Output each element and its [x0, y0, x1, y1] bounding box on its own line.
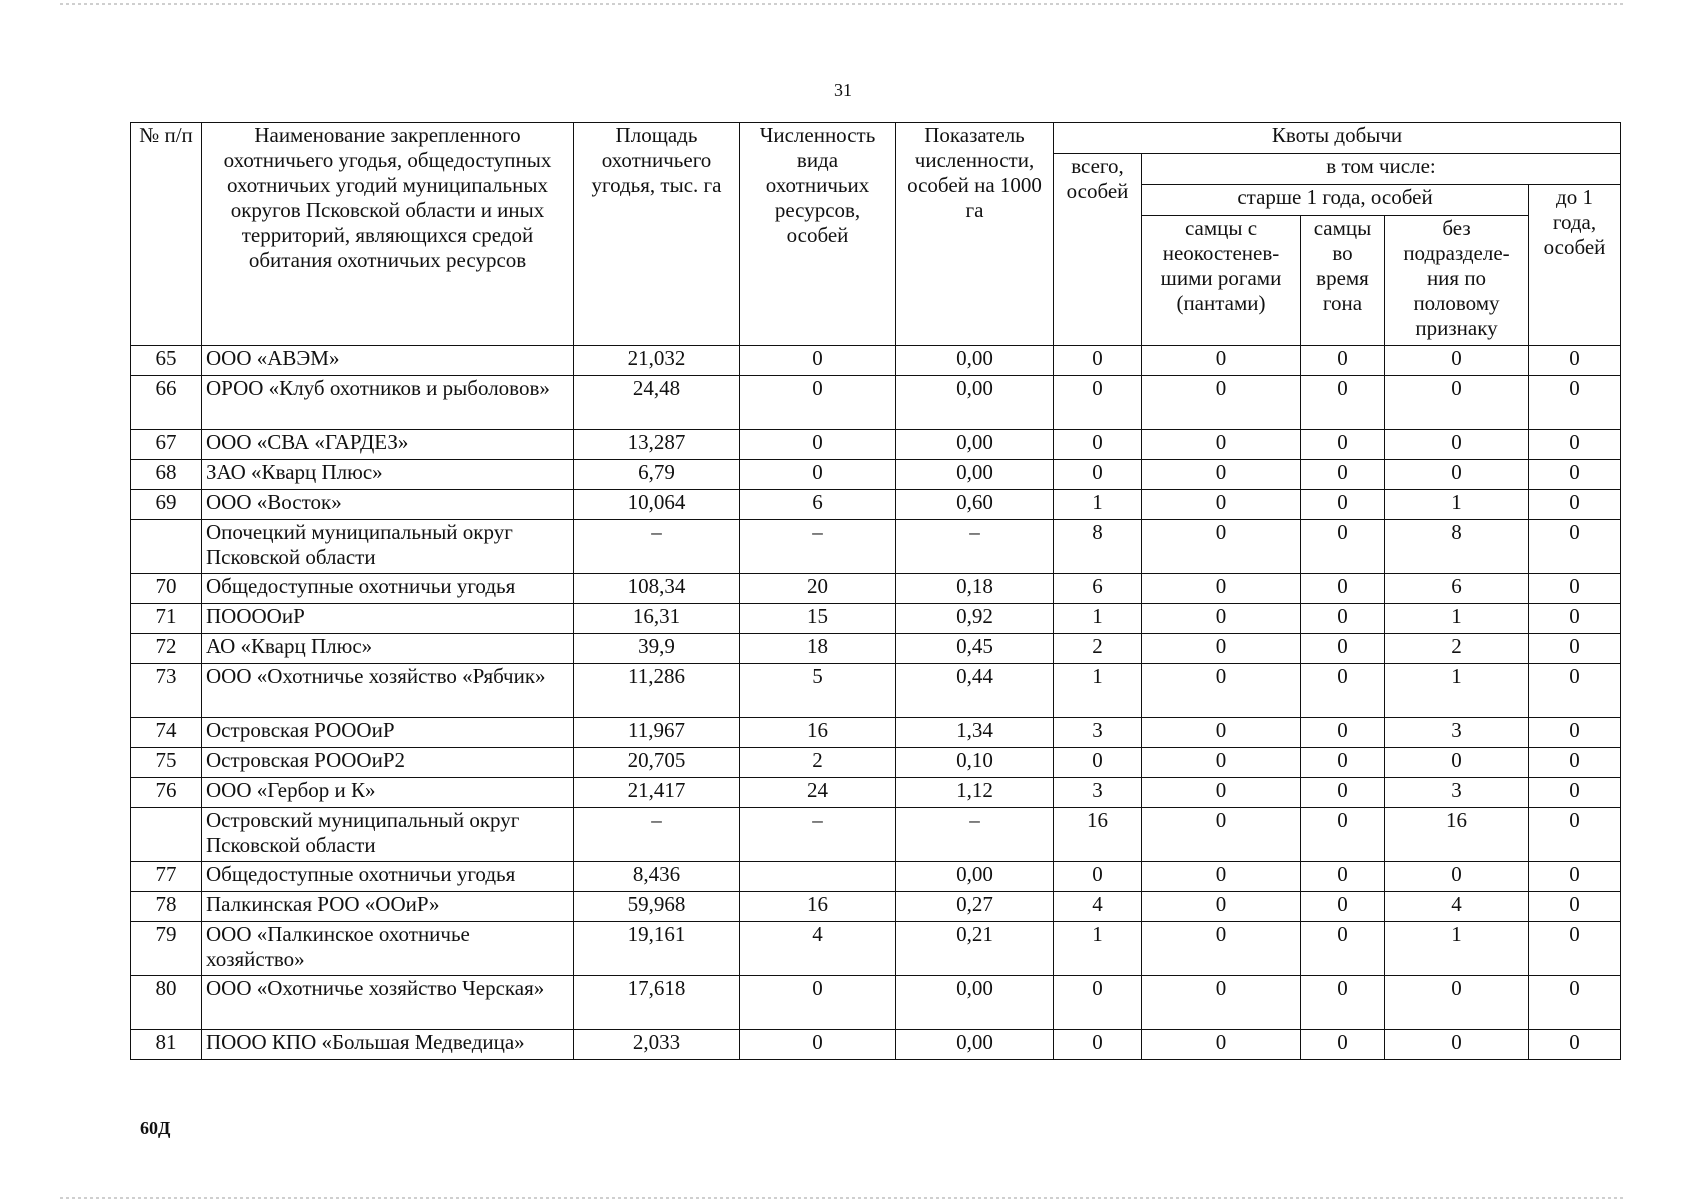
- row-young: 0: [1529, 574, 1621, 604]
- row-density: 0,00: [896, 460, 1054, 490]
- row-name: ООО «Охотничье хозяйство Черская»: [202, 976, 574, 1030]
- row-males-rut: 0: [1301, 778, 1385, 808]
- row-total: 0: [1054, 346, 1142, 376]
- page-number: 31: [834, 80, 852, 100]
- row-total: 3: [1054, 778, 1142, 808]
- row-area: 11,967: [574, 718, 740, 748]
- row-number: 76: [131, 778, 202, 808]
- row-males-rut: 0: [1301, 892, 1385, 922]
- row-count: 0: [740, 430, 896, 460]
- row-no-sex: 0: [1385, 862, 1529, 892]
- row-males-rut: 0: [1301, 604, 1385, 634]
- row-density: 0,92: [896, 604, 1054, 634]
- row-males-rut: 0: [1301, 376, 1385, 430]
- row-young: 0: [1529, 808, 1621, 862]
- table-row: [131, 520, 1621, 574]
- row-males-antlers: 0: [1142, 778, 1301, 808]
- row-area: 10,064: [574, 490, 740, 520]
- document-code: 60Д: [140, 1118, 171, 1138]
- row-name: Опочецкий муниципальный округ Псковской области: [202, 520, 574, 574]
- row-no-sex: 0: [1385, 346, 1529, 376]
- row-density: 0,00: [896, 862, 1054, 892]
- row-density: 0,45: [896, 634, 1054, 664]
- row-area: 20,705: [574, 748, 740, 778]
- row-young: 0: [1529, 430, 1621, 460]
- row-males-antlers: 0: [1142, 862, 1301, 892]
- row-males-rut: 0: [1301, 718, 1385, 748]
- row-total: 0: [1054, 748, 1142, 778]
- row-name: ПООО КПО «Большая Медведица»: [202, 1030, 574, 1060]
- row-number: 68: [131, 460, 202, 490]
- row-total: 0: [1054, 430, 1142, 460]
- header-young: до 1 года, особей: [1529, 185, 1621, 346]
- row-number: 70: [131, 574, 202, 604]
- row-name: ЗАО «Кварц Плюс»: [202, 460, 574, 490]
- row-total: 1: [1054, 664, 1142, 718]
- row-males-antlers: 0: [1142, 808, 1301, 862]
- row-area: 8,436: [574, 862, 740, 892]
- row-density: 0,60: [896, 490, 1054, 520]
- row-males-rut: 0: [1301, 922, 1385, 976]
- table-row: [131, 574, 1621, 604]
- table-row: [131, 778, 1621, 808]
- row-density: –: [896, 520, 1054, 574]
- row-young: 0: [1529, 490, 1621, 520]
- row-no-sex: 2: [1385, 634, 1529, 664]
- row-number: 78: [131, 892, 202, 922]
- row-males-antlers: 0: [1142, 1030, 1301, 1060]
- row-density: 0,00: [896, 346, 1054, 376]
- row-total: 2: [1054, 634, 1142, 664]
- row-males-rut: 0: [1301, 664, 1385, 718]
- row-males-antlers: 0: [1142, 346, 1301, 376]
- row-count: 6: [740, 490, 896, 520]
- row-density: –: [896, 808, 1054, 862]
- row-males-rut: 0: [1301, 490, 1385, 520]
- row-count: 16: [740, 718, 896, 748]
- row-males-antlers: 0: [1142, 604, 1301, 634]
- row-no-sex: 0: [1385, 748, 1529, 778]
- row-density: 0,00: [896, 430, 1054, 460]
- row-density: 1,34: [896, 718, 1054, 748]
- row-number: 79: [131, 922, 202, 976]
- row-density: 0,21: [896, 922, 1054, 976]
- table-row: [131, 976, 1621, 1030]
- row-no-sex: 1: [1385, 922, 1529, 976]
- header-males-rut: самцы во время гона: [1301, 216, 1385, 346]
- row-count: 4: [740, 922, 896, 976]
- table-row: [131, 634, 1621, 664]
- row-count: –: [740, 808, 896, 862]
- row-young: 0: [1529, 376, 1621, 430]
- table-row: [131, 346, 1621, 376]
- row-young: 0: [1529, 664, 1621, 718]
- header-total: всего, особей: [1054, 154, 1142, 346]
- row-total: 3: [1054, 718, 1142, 748]
- row-total: 0: [1054, 460, 1142, 490]
- row-number: 69: [131, 490, 202, 520]
- row-area: 2,033: [574, 1030, 740, 1060]
- row-no-sex: 0: [1385, 430, 1529, 460]
- row-young: 0: [1529, 976, 1621, 1030]
- row-males-antlers: 0: [1142, 430, 1301, 460]
- row-total: 0: [1054, 1030, 1142, 1060]
- table-row: [131, 604, 1621, 634]
- row-no-sex: 0: [1385, 1030, 1529, 1060]
- table-row: [131, 922, 1621, 976]
- row-density: 1,12: [896, 778, 1054, 808]
- row-number: 66: [131, 376, 202, 430]
- row-total: 6: [1054, 574, 1142, 604]
- header-count: Численность вида охотничьих ресурсов, особей: [740, 123, 896, 346]
- row-area: 59,968: [574, 892, 740, 922]
- row-count: 2: [740, 748, 896, 778]
- table-row: [131, 808, 1621, 862]
- table-row: [131, 460, 1621, 490]
- row-males-antlers: 0: [1142, 460, 1301, 490]
- row-name: ООО «СВА «ГАРДЕЗ»: [202, 430, 574, 460]
- row-area: 21,032: [574, 346, 740, 376]
- row-number: [131, 808, 202, 862]
- row-name: ПООООиР: [202, 604, 574, 634]
- row-males-rut: 0: [1301, 1030, 1385, 1060]
- row-density: 0,27: [896, 892, 1054, 922]
- row-total: 16: [1054, 808, 1142, 862]
- row-density: 0,00: [896, 1030, 1054, 1060]
- quota-table: [130, 122, 1621, 1060]
- row-count: 15: [740, 604, 896, 634]
- row-males-antlers: 0: [1142, 664, 1301, 718]
- row-count: 18: [740, 634, 896, 664]
- row-no-sex: 3: [1385, 778, 1529, 808]
- row-area: –: [574, 808, 740, 862]
- row-males-rut: 0: [1301, 520, 1385, 574]
- row-count: 5: [740, 664, 896, 718]
- row-number: 67: [131, 430, 202, 460]
- row-name: ООО «Охотничье хозяйство «Рябчик»: [202, 664, 574, 718]
- row-count: 24: [740, 778, 896, 808]
- row-males-rut: 0: [1301, 430, 1385, 460]
- row-number: [131, 520, 202, 574]
- row-number: 71: [131, 604, 202, 634]
- row-young: 0: [1529, 862, 1621, 892]
- row-number: 81: [131, 1030, 202, 1060]
- row-young: 0: [1529, 718, 1621, 748]
- row-area: 13,287: [574, 430, 740, 460]
- table-row: [131, 748, 1621, 778]
- row-males-rut: 0: [1301, 976, 1385, 1030]
- row-males-antlers: 0: [1142, 376, 1301, 430]
- row-no-sex: 1: [1385, 490, 1529, 520]
- row-area: 108,34: [574, 574, 740, 604]
- row-no-sex: 1: [1385, 664, 1529, 718]
- row-young: 0: [1529, 520, 1621, 574]
- row-name: АО «Кварц Плюс»: [202, 634, 574, 664]
- row-males-rut: 0: [1301, 862, 1385, 892]
- row-name: Островский муниципальный округ Псковской области: [202, 808, 574, 862]
- row-total: 0: [1054, 376, 1142, 430]
- row-total: 8: [1054, 520, 1142, 574]
- row-number: 77: [131, 862, 202, 892]
- row-area: 39,9: [574, 634, 740, 664]
- scan-edge-top: [60, 3, 1626, 5]
- row-males-antlers: 0: [1142, 922, 1301, 976]
- row-total: 1: [1054, 490, 1142, 520]
- row-males-antlers: 0: [1142, 634, 1301, 664]
- row-males-antlers: 0: [1142, 574, 1301, 604]
- table-row: [131, 430, 1621, 460]
- header-num: № п/п: [131, 123, 202, 346]
- row-no-sex: 0: [1385, 460, 1529, 490]
- row-total: 4: [1054, 892, 1142, 922]
- header-area: Площадь охотничьего угодья, тыс. га: [574, 123, 740, 346]
- row-young: 0: [1529, 634, 1621, 664]
- row-density: 0,00: [896, 976, 1054, 1030]
- row-name: Островская РОООиР2: [202, 748, 574, 778]
- header-density: Показатель численности, особей на 1000 га: [896, 123, 1054, 346]
- row-males-rut: 0: [1301, 346, 1385, 376]
- row-area: 19,161: [574, 922, 740, 976]
- row-number: 80: [131, 976, 202, 1030]
- header-including: в том числе:: [1142, 154, 1621, 185]
- row-young: 0: [1529, 778, 1621, 808]
- row-name: Общедоступные охотничьи угодья: [202, 862, 574, 892]
- row-area: 21,417: [574, 778, 740, 808]
- row-total: 1: [1054, 604, 1142, 634]
- row-number: 65: [131, 346, 202, 376]
- row-area: 16,31: [574, 604, 740, 634]
- row-young: 0: [1529, 748, 1621, 778]
- row-no-sex: 3: [1385, 718, 1529, 748]
- row-density: 0,44: [896, 664, 1054, 718]
- row-name: ООО «Палкинское охотничье хозяйство»: [202, 922, 574, 976]
- header-males-antlers: самцы с неокостенев-шими рогами (пантами): [1142, 216, 1301, 346]
- row-males-antlers: 0: [1142, 976, 1301, 1030]
- row-area: 6,79: [574, 460, 740, 490]
- row-males-antlers: 0: [1142, 748, 1301, 778]
- row-name: ООО «Восток»: [202, 490, 574, 520]
- row-name: Палкинская РОО «ООиР»: [202, 892, 574, 922]
- row-area: –: [574, 520, 740, 574]
- row-count: 0: [740, 376, 896, 430]
- row-area: 24,48: [574, 376, 740, 430]
- row-name: ООО «АВЭМ»: [202, 346, 574, 376]
- row-no-sex: 4: [1385, 892, 1529, 922]
- row-males-antlers: 0: [1142, 490, 1301, 520]
- row-name: Островская РОООиР: [202, 718, 574, 748]
- row-young: 0: [1529, 346, 1621, 376]
- table-row: [131, 490, 1621, 520]
- header-quota: Квоты добычи: [1054, 123, 1621, 154]
- row-count: 0: [740, 976, 896, 1030]
- row-density: 0,18: [896, 574, 1054, 604]
- scan-edge-bottom: [60, 1197, 1626, 1199]
- row-count: 20: [740, 574, 896, 604]
- row-count: 16: [740, 892, 896, 922]
- row-young: 0: [1529, 604, 1621, 634]
- row-young: 0: [1529, 922, 1621, 976]
- row-males-rut: 0: [1301, 808, 1385, 862]
- table-row: [131, 892, 1621, 922]
- table-header: [131, 123, 1621, 346]
- row-males-rut: 0: [1301, 460, 1385, 490]
- row-count: 0: [740, 346, 896, 376]
- table-row: [131, 376, 1621, 430]
- row-males-antlers: 0: [1142, 718, 1301, 748]
- row-count: 0: [740, 1030, 896, 1060]
- row-no-sex: 1: [1385, 604, 1529, 634]
- row-no-sex: 8: [1385, 520, 1529, 574]
- row-count: 0: [740, 460, 896, 490]
- row-males-rut: 0: [1301, 574, 1385, 604]
- row-density: 0,00: [896, 376, 1054, 430]
- row-number: 73: [131, 664, 202, 718]
- table-row: [131, 1030, 1621, 1060]
- table-row: [131, 862, 1621, 892]
- row-number: 74: [131, 718, 202, 748]
- row-total: 1: [1054, 922, 1142, 976]
- row-area: 11,286: [574, 664, 740, 718]
- row-number: 72: [131, 634, 202, 664]
- table-row: [131, 718, 1621, 748]
- row-total: 0: [1054, 862, 1142, 892]
- row-young: 0: [1529, 1030, 1621, 1060]
- row-males-rut: 0: [1301, 634, 1385, 664]
- row-name: ООО «Гербор и К»: [202, 778, 574, 808]
- row-count: [740, 862, 896, 892]
- table-row: [131, 664, 1621, 718]
- row-area: 17,618: [574, 976, 740, 1030]
- row-name: Общедоступные охотничьи угодья: [202, 574, 574, 604]
- header-name: Наименование закрепленного охотничьего угодья, общедоступных охотничьих угодий муниципальных округов Псковской области и иных территорий, являющихся средой обитания охотничьих ресурсов: [202, 123, 574, 346]
- row-no-sex: 0: [1385, 376, 1529, 430]
- table-body: [131, 346, 1621, 1060]
- row-no-sex: 6: [1385, 574, 1529, 604]
- header-no-sex: без подразделе-ния по половому признаку: [1385, 216, 1529, 346]
- row-males-antlers: 0: [1142, 520, 1301, 574]
- row-no-sex: 16: [1385, 808, 1529, 862]
- row-name: ОРОО «Клуб охотников и рыболовов»: [202, 376, 574, 430]
- row-young: 0: [1529, 460, 1621, 490]
- header-older: старше 1 года, особей: [1142, 185, 1529, 216]
- row-total: 0: [1054, 976, 1142, 1030]
- row-males-antlers: 0: [1142, 892, 1301, 922]
- row-young: 0: [1529, 892, 1621, 922]
- row-count: –: [740, 520, 896, 574]
- row-males-rut: 0: [1301, 748, 1385, 778]
- row-no-sex: 0: [1385, 976, 1529, 1030]
- row-density: 0,10: [896, 748, 1054, 778]
- row-number: 75: [131, 748, 202, 778]
